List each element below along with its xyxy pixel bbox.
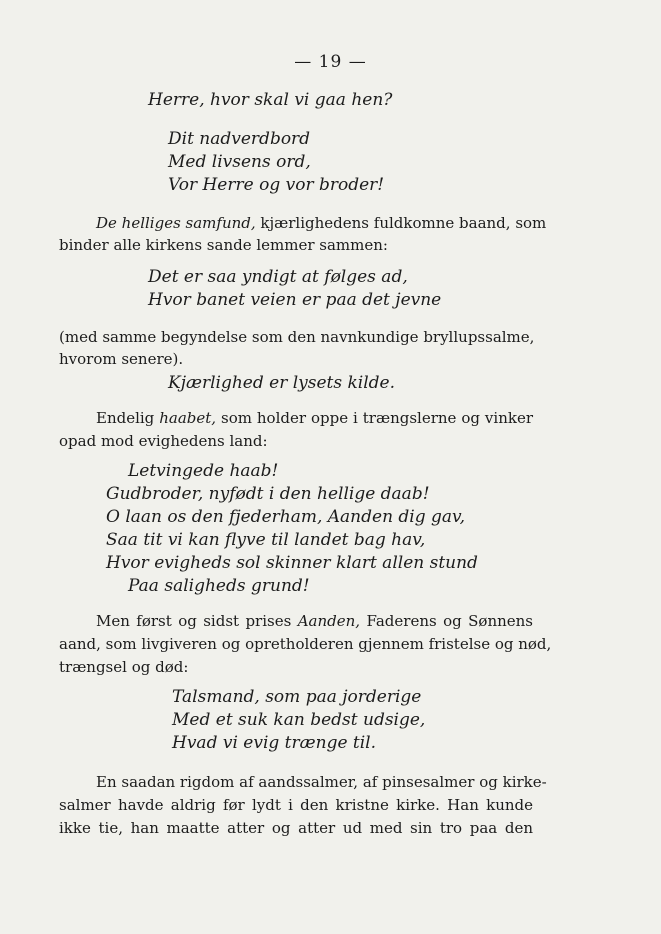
verse-line: Dit nadverdbord (168, 129, 311, 149)
emphasis-text: haabet, (159, 409, 217, 427)
verse-line: Herre, hvor skal vi gaa hen? (148, 90, 393, 110)
text-span: kjærlighedens fuldkomne baand, som (255, 214, 547, 232)
paragraph-line: trængsel og død: (59, 658, 189, 676)
verse-line: Gudbroder, nyfødt i den hellige daab! (106, 484, 430, 504)
paragraph-line (96, 612, 533, 630)
paragraph-line: hvorom senere). (59, 350, 184, 368)
verse-line: Saa tit vi kan flyve til landet bag hav, (106, 530, 426, 550)
emphasis-text: De helliges samfund, (96, 214, 256, 232)
paragraph-line: opad mod evighedens land: (59, 432, 268, 450)
verse-line: Hvad vi evig trænge til. (172, 733, 377, 753)
verse-line: O laan os den fjederham, Aanden dig gav, (106, 507, 466, 527)
emphasis-text: Aanden, (297, 612, 361, 630)
verse-line: Med livsens ord, (168, 152, 311, 172)
verse-line: Hvor evigheds sol skinner klart allen stund (106, 553, 478, 573)
paragraph-line: ikke tie, han maatte atter og atter ud med sin tro paa den (59, 819, 533, 837)
text-span: Endelig (96, 409, 160, 427)
paragraph-line: En saadan rigdom af aandssalmer, af pinsesalmer og kirke- (96, 773, 547, 791)
verse-line: Det er saa yndigt at følges ad, (148, 267, 408, 287)
verse-line: Vor Herre og vor broder! (168, 175, 385, 195)
paragraph-line: aand, som livgiveren og opretholderen gjennem fristelse og nød, (59, 635, 552, 653)
paragraph-line (96, 214, 547, 232)
text-span: Men først og sidst prises (96, 612, 298, 630)
paragraph-line: binder alle kirkens sande lemmer sammen: (59, 236, 388, 254)
paragraph-line: salmer havde aldrig før lydt i den kristne kirke. Han kunde (59, 796, 533, 814)
verse-line: Kjærlighed er lysets kilde. (168, 373, 396, 393)
verse-line: Paa saligheds grund! (128, 576, 310, 596)
paragraph-line: (med samme begyndelse som den navnkundige bryllupssalme, (59, 328, 535, 346)
text-span: som holder oppe i trængslerne og vinker (216, 409, 533, 427)
text-span: Faderens og Sønnens (360, 612, 533, 630)
verse-line: Talsmand, som paa jorderige (172, 687, 422, 707)
verse-line: Letvingede haab! (128, 461, 279, 481)
verse-line: Hvor banet veien er paa det jevne (148, 290, 442, 310)
page-number: — 19 — (294, 52, 367, 72)
paragraph-line (96, 409, 533, 427)
verse-line: Med et suk kan bedst udsige, (172, 710, 426, 730)
